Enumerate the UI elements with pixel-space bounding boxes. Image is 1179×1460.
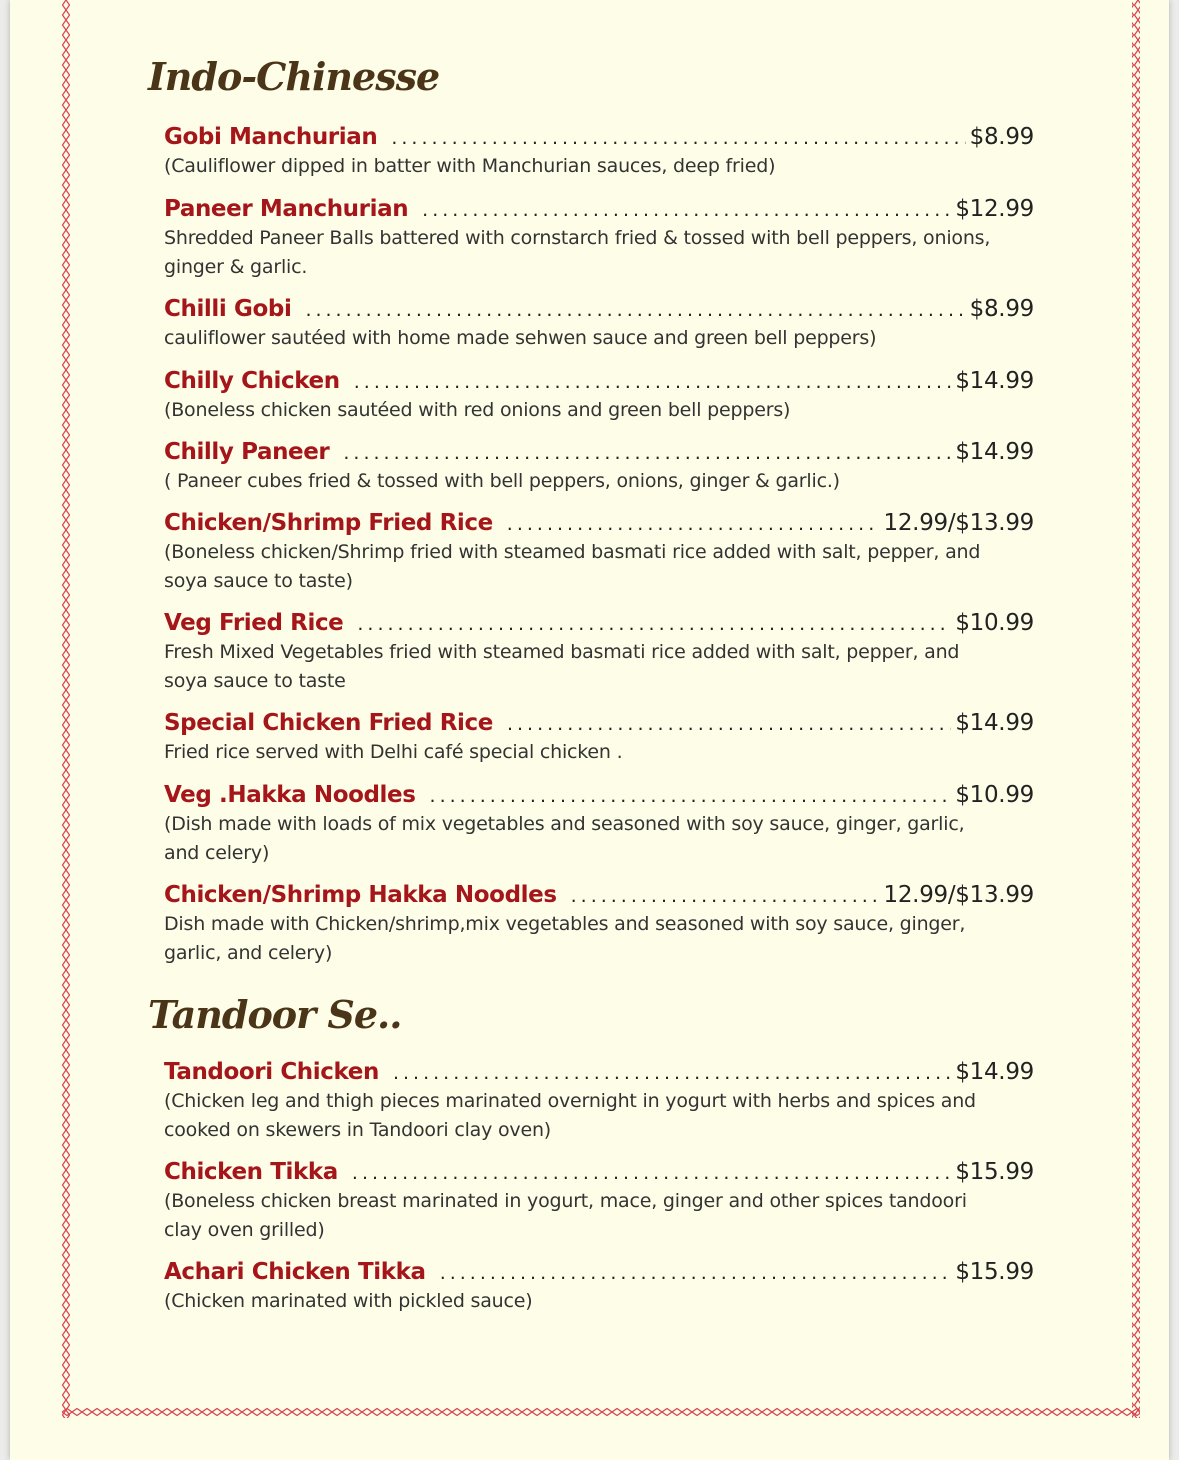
- item-description: Fresh Mixed Vegetables fried with steamed basmati rice added with salt, pepper, and soya sauce to taste: [164, 641, 960, 692]
- menu-item: [164, 708, 1034, 780]
- item-description: cauliflower sautéed with home made sehwen sauce and green bell peppers): [164, 327, 877, 349]
- item-description: (Cauliflower dipped in batter with Manchurian sauces, deep fried): [164, 155, 776, 177]
- item-price: $15.99: [955, 1159, 1034, 1185]
- dot-leader: [440, 1258, 952, 1288]
- item-price: $10.99: [955, 610, 1034, 636]
- dot-leader: [343, 438, 951, 468]
- dot-leader: [305, 295, 965, 325]
- section-title-indo-chinese: Indo-Chinesse: [148, 54, 440, 99]
- dot-leader: [430, 781, 952, 811]
- menu-item: [164, 1157, 1034, 1257]
- menu-item: [164, 1257, 1034, 1329]
- menu-item: [164, 194, 1034, 294]
- item-description: Shredded Paneer Balls battered with cornstarch fried & tossed with bell peppers, onions, ginger & garlic.: [164, 227, 991, 278]
- item-name: Chicken Tikka: [164, 1159, 338, 1185]
- menu-item: [164, 1057, 1034, 1157]
- item-description: Dish made with Chicken/shrimp,mix vegetables and seasoned with soy sauce, ginger, garlic, and celery): [164, 913, 966, 964]
- item-description: (Chicken marinated with pickled sauce): [164, 1290, 533, 1312]
- item-description: Fried rice served with Delhi café special chicken .: [164, 741, 623, 763]
- dot-leader: [571, 881, 880, 911]
- dot-leader: [357, 609, 951, 639]
- menu-item: [164, 508, 1034, 608]
- item-name: Special Chicken Fried Rice: [164, 710, 493, 736]
- item-price: $8.99: [969, 124, 1034, 150]
- item-name: Chilly Chicken: [164, 368, 340, 394]
- item-price: $14.99: [955, 368, 1034, 394]
- item-name: Chilly Paneer: [164, 439, 330, 465]
- dot-leader: [507, 709, 951, 739]
- item-name: Tandoori Chicken: [164, 1059, 379, 1085]
- section-items-indo-chinese: [164, 122, 1034, 980]
- menu-item: [164, 608, 1034, 708]
- dot-leader: [354, 367, 952, 397]
- section-items-tandoor: [164, 1057, 1034, 1329]
- item-description: ( Paneer cubes fried & tossed with bell peppers, onions, ginger & garlic.): [164, 470, 840, 492]
- dot-leader: [507, 509, 880, 539]
- item-price: $14.99: [955, 710, 1034, 736]
- item-name: Chilli Gobi: [164, 296, 292, 322]
- section-title-tandoor: Tandoor Se..: [148, 992, 402, 1037]
- item-name: Achari Chicken Tikka: [164, 1259, 426, 1285]
- item-price: $8.99: [969, 296, 1034, 322]
- item-name: Gobi Manchurian: [164, 124, 378, 150]
- menu-item: [164, 122, 1034, 194]
- item-name: Veg .Hakka Noodles: [164, 782, 416, 808]
- menu-item: [164, 880, 1034, 980]
- dot-leader: [391, 123, 965, 153]
- item-price: $14.99: [955, 439, 1034, 465]
- item-description: (Boneless chicken sautéed with red onions and green bell peppers): [164, 399, 791, 421]
- item-description: (Boneless chicken breast marinated in yogurt, mace, ginger and other spices tandoori clay oven grilled): [164, 1190, 967, 1241]
- item-price: $12.99: [955, 196, 1034, 222]
- item-name: Chicken/Shrimp Fried Rice: [164, 510, 493, 536]
- item-name: Paneer Manchurian: [164, 196, 409, 222]
- menu-item: [164, 294, 1034, 366]
- item-description: (Chicken leg and thigh pieces marinated overnight in yogurt with herbs and spices and cooked on skewers in Tandoori clay oven): [164, 1090, 976, 1141]
- menu-item: [164, 437, 1034, 508]
- menu-item: [164, 366, 1034, 437]
- item-name: Chicken/Shrimp Hakka Noodles: [164, 882, 557, 908]
- item-price: 12.99/$13.99: [883, 882, 1034, 908]
- item-name: Veg Fried Rice: [164, 610, 344, 636]
- item-description: (Boneless chicken/Shrimp fried with steamed basmati rice added with salt, pepper, and soya sauce to taste): [164, 541, 981, 592]
- item-price: $15.99: [955, 1259, 1034, 1285]
- dot-leader: [393, 1058, 951, 1088]
- menu-item: [164, 780, 1034, 880]
- item-price: $14.99: [955, 1059, 1034, 1085]
- item-price: 12.99/$13.99: [883, 510, 1034, 536]
- dot-leader: [422, 195, 951, 225]
- item-price: $10.99: [955, 782, 1034, 808]
- item-description: (Dish made with loads of mix vegetables and seasoned with soy sauce, ginger, garlic, and celery): [164, 813, 965, 864]
- dot-leader: [352, 1158, 951, 1188]
